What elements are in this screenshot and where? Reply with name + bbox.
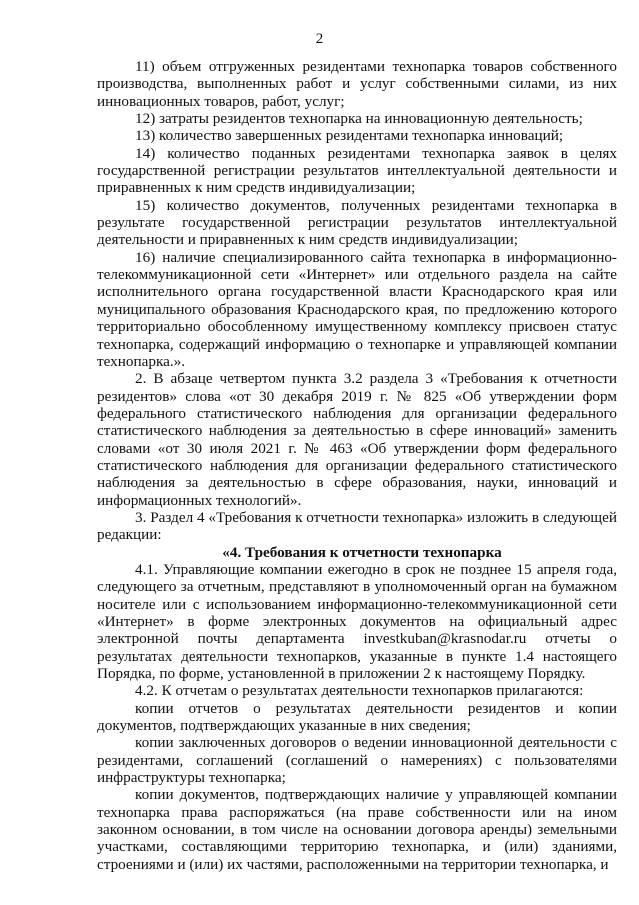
item-13-paragraph: 13) количество завершенных резидентами технопарка инноваций; — [135, 127, 564, 145]
amendment-3-paragraph: 3. Раздел 4 «Требования к отчетности технопарка» изложить в следующей редакции: — [97, 508, 617, 544]
section-4-heading: «4. Требования к отчетности технопарка — [222, 543, 502, 561]
item-16-paragraph: 16) наличие специализированного сайта технопарка в информационно-телекоммуникационной сети «Интернет» или отдельного раздела на сайте исполнительного органа государственной власти Краснодарского края или муниципального образования Краснодарского края, по предложению которого территориально обособленному имущественному комплексу присвоен статус технопарка, содержащий информацию о технопарке и управляющей компании технопарка.». — [97, 248, 617, 370]
attachment-item-contracts: копии заключенных договоров о ведении инновационной деятельности с резидентами, соглашений (соглашений о намерениях) с пользователями инфраструктуры технопарка; — [97, 734, 617, 787]
item-12-paragraph: 12) затраты резидентов технопарка на инновационную деятельность; — [135, 110, 583, 128]
item-15-paragraph: 15) количество документов, полученных резидентами технопарка в результате государственной регистрации результатов интеллектуальной деятельности и приравненных к ним средств индивидуализации; — [97, 196, 617, 249]
attachment-item-land-rights: копии документов, подтверждающих наличие у управляющей компании технопарка права распоряжаться (на праве собственности или на ином законном основании, в том числе на основании договора аренды) земельными участками, составляющими территорию технопарка, и (или) зданиями, строениями и (или) их частями, расположенными на территории технопарка, и — [97, 786, 617, 873]
page-number: 2 — [315, 31, 324, 47]
clause-4-2-paragraph: 4.2. К отчетам о результатах деятельности технопарков прилагаются: — [135, 682, 584, 700]
clause-4-1-paragraph: 4.1. Управляющие компании ежегодно в срок не позднее 15 апреля года, следующего за отчетным, представляют в уполномоченный орган на бумажном носителе или с использованием информационно-телекоммуникационной сети «Интернет» в форме электронных документов на официальный адрес электронной почты департамента investkuban@krasnodar.ru отчеты о результатах деятельности технопарков, указанные в пункте 1.4 настоящего Порядка, по форме, установленной в приложении 2 к настоящему Порядку. — [97, 560, 617, 683]
attachment-item-resident-reports: копии отчетов о результатах деятельности резидентов и копии документов, подтверждающих указанные в них сведения; — [97, 699, 617, 735]
item-11-paragraph: 11) объем отгруженных резидентами технопарка товаров собственного производства, выполненных работ и услуг собственными силами, из них инновационных товаров, работ, услуг; — [97, 58, 617, 110]
item-14-paragraph: 14) количество поданных резидентами технопарка заявок в целях государственной регистрации результатов интеллектуальной деятельности и приравненных к ним средств индивидуализации; — [97, 144, 617, 197]
document-body — [97, 58, 617, 873]
amendment-2-paragraph: 2. В абзаце четвертом пункта 3.2 раздела 3 «Требования к отчетности резидентов» слова «от 30 декабря 2019 г. № 825 «Об утверждении форм федерального статистического наблюдения для организации федерального статистического наблюдения за деятельностью в сфере инноваций» заменить словами «от 30 июля 2021 г. № 463 «Об утверждении форм федерального статистического наблюдения для организации федерального статистического наблюдения за деятельностью в сфере образования, науки, инноваций и информационных технологий». — [97, 370, 617, 509]
